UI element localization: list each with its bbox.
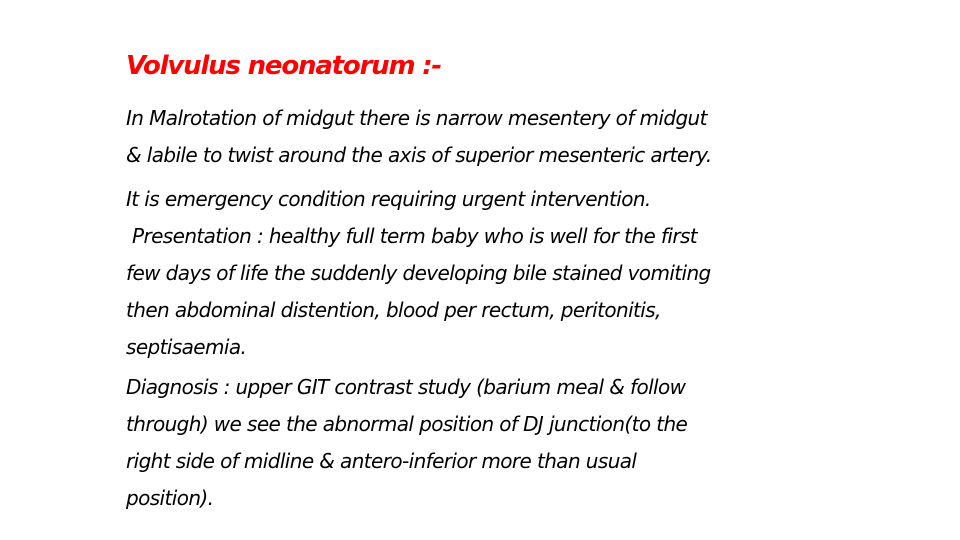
text-line: position). [126, 486, 214, 510]
slide-body [126, 100, 846, 517]
text-line: It is emergency condition requiring urgent intervention. [126, 187, 651, 211]
text-line: few days of life the suddenly developing bile stained vomiting [126, 261, 711, 285]
slide-title: Volvulus neonatorum :- [126, 51, 442, 81]
text-line: Presentation : healthy full term baby who is well for the first [132, 224, 698, 248]
text-line: through) we see the abnormal position of DJ junction(to the [126, 412, 688, 436]
text-line: Diagnosis : upper GIT contrast study (barium meal & follow [126, 375, 686, 399]
text-line: right side of midline & antero-inferior more than usual [126, 449, 637, 473]
text-line: septisaemia. [126, 335, 247, 359]
text-line: then abdominal distention, blood per rectum, peritonitis, [126, 298, 661, 322]
paragraph-diagnosis [126, 369, 846, 517]
text-line: & labile to twist around the axis of superior mesenteric artery. [126, 143, 712, 167]
paragraph-malrotation [126, 100, 846, 174]
paragraph-emergency [126, 181, 846, 218]
paragraph-presentation [126, 218, 846, 366]
text-line: In Malrotation of midgut there is narrow mesentery of midgut [126, 106, 707, 130]
